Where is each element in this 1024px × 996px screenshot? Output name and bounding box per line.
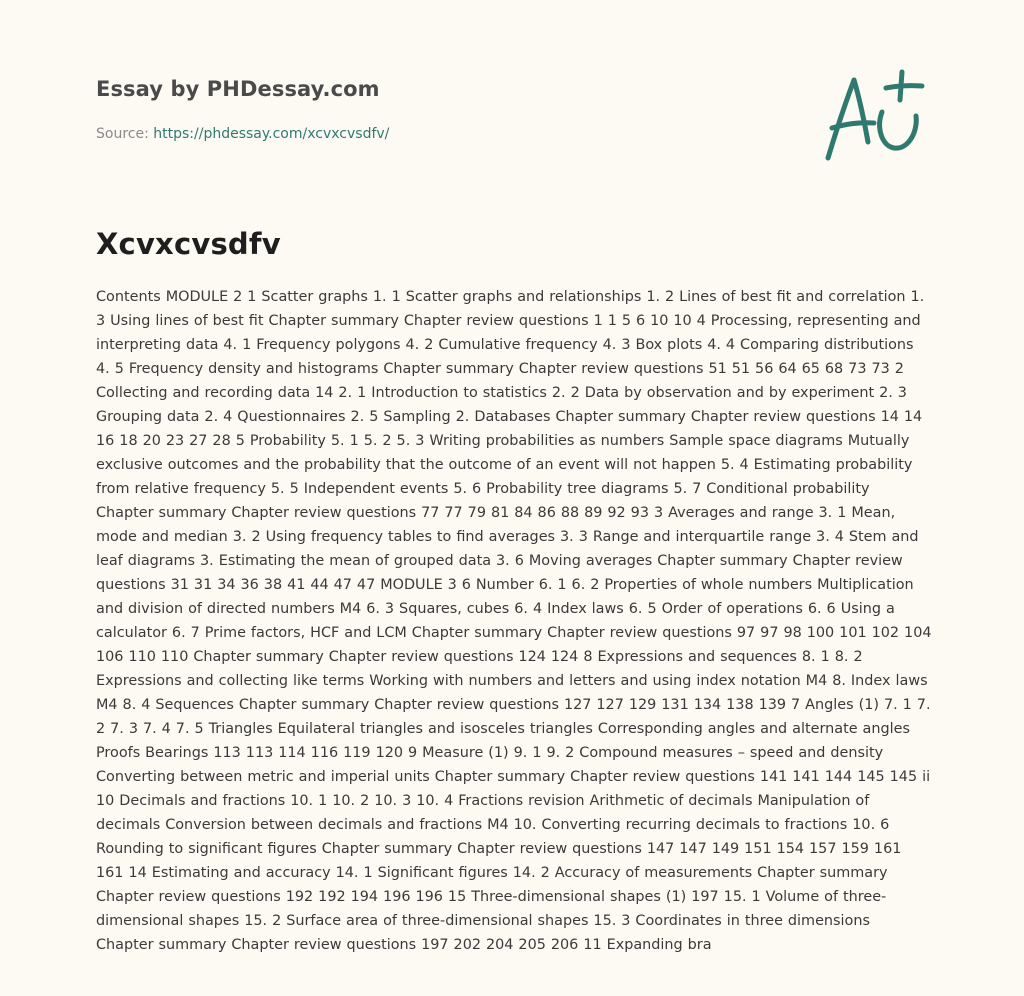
essay-title: Xcvxcvsdfv [96,227,281,261]
source-link[interactable]: https://phdessay.com/xcvxcvsdfv/ [153,126,390,142]
source-line [96,125,736,143]
a-plus-grade-icon [818,66,930,166]
source-label: Source: [96,126,154,142]
brand-title: Essay by PHDessay.com [96,77,380,101]
essay-body: Contents MODULE 2 1 Scatter graphs 1. 1 Scatter graphs and relationships 1. 2 Lines of best fit and correlation 1. 3 Using lines of best fit Chapter summary Chapter review questions 1 1 5 6 10 10 4 Processing, representing and interpreting data 4. 1 Frequency polygons 4. 2 Cumulative frequency 4. 3 Box plots 4. 4 Comparing distributions 4. 5 Frequency density and histograms Chapter summary Chapter review questions 51 51 56 64 65 68 73 73 2 Collecting and recording data 14 2. 1 Introduction to statistics 2. 2 Data by observation and by experiment 2. 3 Grouping data 2. 4 Questionnaires 2. 5 Sampling 2. Databases Chapter summary Chapter review questions 14 14 16 18 20 23 27 28 5 Probability 5. 1 5. 2 5. 3 Writing probabilities as numbers Sample space diagrams Mutually exclusive outcomes and the probability that the outcome of an event will not happen 5. 4 Estimating probability from relative frequency 5. 5 Independent events 5. 6 Probability tree diagrams 5. 7 Conditional probability Chapter summary Chapter review questions 77 77 79 81 84 86 88 89 92 93 3 Averages and range 3. 1 Mean, mode and median 3. 2 Using frequency tables to find averages 3. 3 Range and interquartile range 3. 4 Stem and leaf diagrams 3. Estimating the mean of grouped data 3. 6 Moving averages Chapter summary Chapter review questions 31 31 34 36 38 41 44 47 47 MODULE 3 6 Number 6. 1 6. 2 Properties of whole numbers Multiplication and division of directed numbers M4 6. 3 Squares, cubes 6. 4 Index laws 6. 5 Order of operations 6. 6 Using a calculator 6. 7 Prime factors, HCF and LCM Chapter summary Chapter review questions 97 97 98 100 101 102 104 106 110 110 Chapter summary Chapter review questions 124 124 8 Expressions and sequences 8. 1 8. 2 Expressions and collecting like terms Working with numbers and letters and using index notation M4 8. Index laws M4 8. 4 Sequences Chapter summary Chapter review questions 127 127 129 131 134 138 139 7 Angles (1) 7. 1 7. 2 7. 3 7. 4 7. 5 Triangles Equilateral triangles and isosceles triangles Corresponding angles and alternate angles Proofs Bearings 113 113 114 116 119 120 9 Measure (1) 9. 1 9. 2 Compound measures – speed and density Converting between metric and imperial units Chapter summary Chapter review questions 141 141 144 145 145 ii 10 Decimals and fractions 10. 1 10. 2 10. 3 10. 4 Fractions revision Arithmetic of decimals Manipulation of decimals Conversion between decimals and fractions M4 10. Converting recurring decimals to fractions 10. 6 Rounding to significant figures Chapter summary Chapter review questions 147 147 149 151 154 157 159 161 161 14 Estimating and accuracy 14. 1 Significant figures 14. 2 Accuracy of measurements Chapter summary Chapter review questions 192 192 194 196 196 15 Three-dimensional shapes (1) 197 15. 1 Volume of three-dimensional shapes 15. 2 Surface area of three-dimensional shapes 15. 3 Coordinates in three dimensions Chapter summary Chapter review questions 197 202 204 205 206 11 Expanding bra [96,289,932,953]
essay-header [96,74,736,143]
